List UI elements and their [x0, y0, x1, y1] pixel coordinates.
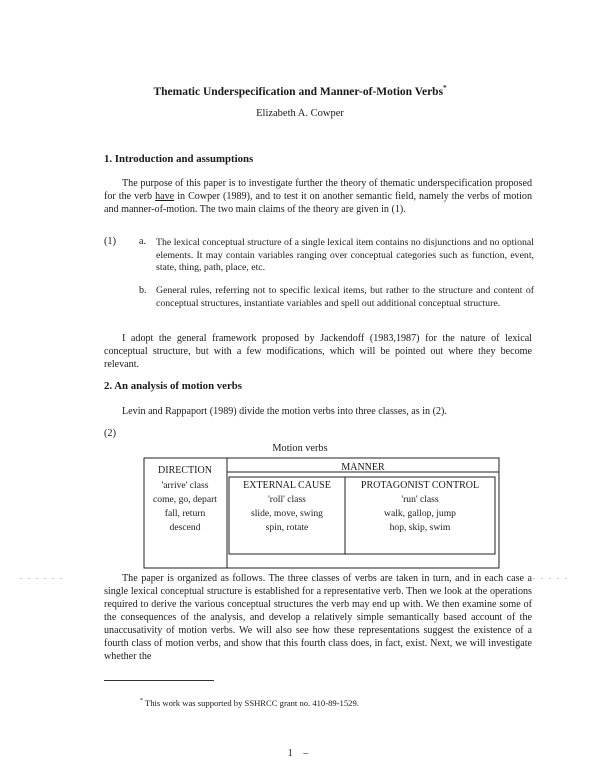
table-cell: come, go, depart: [153, 494, 217, 505]
scan-margin-dots-right: . . . . .: [533, 572, 569, 581]
footnote-rule: [104, 680, 214, 681]
table-cell: walk, gallop, jump: [384, 508, 456, 519]
item-b-text: General rules, referring not to specific lexical items, but rather to the structure and content of conceptual structures, instantiate variables and spell out additional conceptual structure.: [156, 285, 534, 309]
table-cell: slide, move, swing: [251, 508, 323, 519]
table-cell: hop, skip, swim: [389, 522, 451, 533]
table-cell: fall, return: [164, 508, 206, 519]
item-b-letter: b.: [139, 285, 147, 296]
example-1-label: (1): [104, 236, 117, 247]
table-cell: spin, rotate: [265, 522, 309, 533]
title-footnote-mark: *: [443, 84, 447, 92]
table-header-direction: DIRECTION: [158, 465, 212, 476]
organized-paragraph: The paper is organized as follows. The three classes of verbs are taken in turn, and in each case a single lexical conceptual structure is established for a representative verb. Then we look at the operations required to derive the various conceptual structures the verb may end up with. We then examine some of the consequences of the analysis, and develop a relatively simple semantically based account of the unaccusativity of motion verbs. We will also see how these representations suggest the existence of a fourth class of motion verbs, and show that this fourth class does, in fact, exist. Next, we will investigate whether the: [104, 573, 532, 662]
section-2-heading: 2. An analysis of motion verbs: [104, 380, 242, 392]
intro-paragraph: The purpose of this paper is to investigate further the theory of thematic underspecification proposed for the verb have in Cowper (1989), and to test it on another semantic field, namely the verbs of motion and manner-of-motion. The two main claims of the theory are given in (1).: [104, 178, 532, 215]
levin-sentence: Levin and Rappaport (1989) divide the motion verbs into three classes, as in (2).: [122, 406, 447, 417]
scan-margin-dots-left: . . . . . .: [20, 572, 64, 581]
adopt-paragraph: I adopt the general framework proposed by Jackendoff (1983,1987) for the nature of lexical conceptual structure, but with a few modifications, which will be pointed out where they become relevant.: [104, 333, 532, 370]
footnote-mark: *: [140, 698, 143, 705]
table-cell: descend: [169, 522, 201, 533]
example-2-label: (2): [104, 428, 117, 439]
table-cell: 'arrive' class: [161, 480, 209, 491]
table-title: Motion verbs: [272, 443, 328, 454]
item-a-letter: a.: [139, 236, 147, 247]
footnote: * This work was supported by SSHRCC grant no. 410-89-1529.: [140, 698, 359, 708]
table-cell: 'run' class: [401, 494, 439, 505]
table-cell: 'roll' class: [268, 494, 306, 505]
page-number: 1 –: [287, 748, 313, 759]
have-link: have: [155, 191, 175, 202]
paper-title: Thematic Underspecification and Manner-of-Motion Verbs*: [153, 84, 447, 98]
item-a-text: The lexical conceptual structure of a single lexical item contains no disjunctions and no optional elements. It may contain variables ranging over conceptual categories such as function, event, state, thing, path, place, etc.: [156, 237, 534, 273]
table-header-protagonist-control: PROTAGONIST CONTROL: [360, 480, 480, 491]
table-header-external-cause: EXTERNAL CAUSE: [243, 480, 331, 491]
table-group-header-manner: MANNER: [341, 462, 385, 473]
paper-author: Elizabeth A. Cowper: [256, 108, 344, 119]
section-1-heading: 1. Introduction and assumptions: [104, 153, 254, 165]
